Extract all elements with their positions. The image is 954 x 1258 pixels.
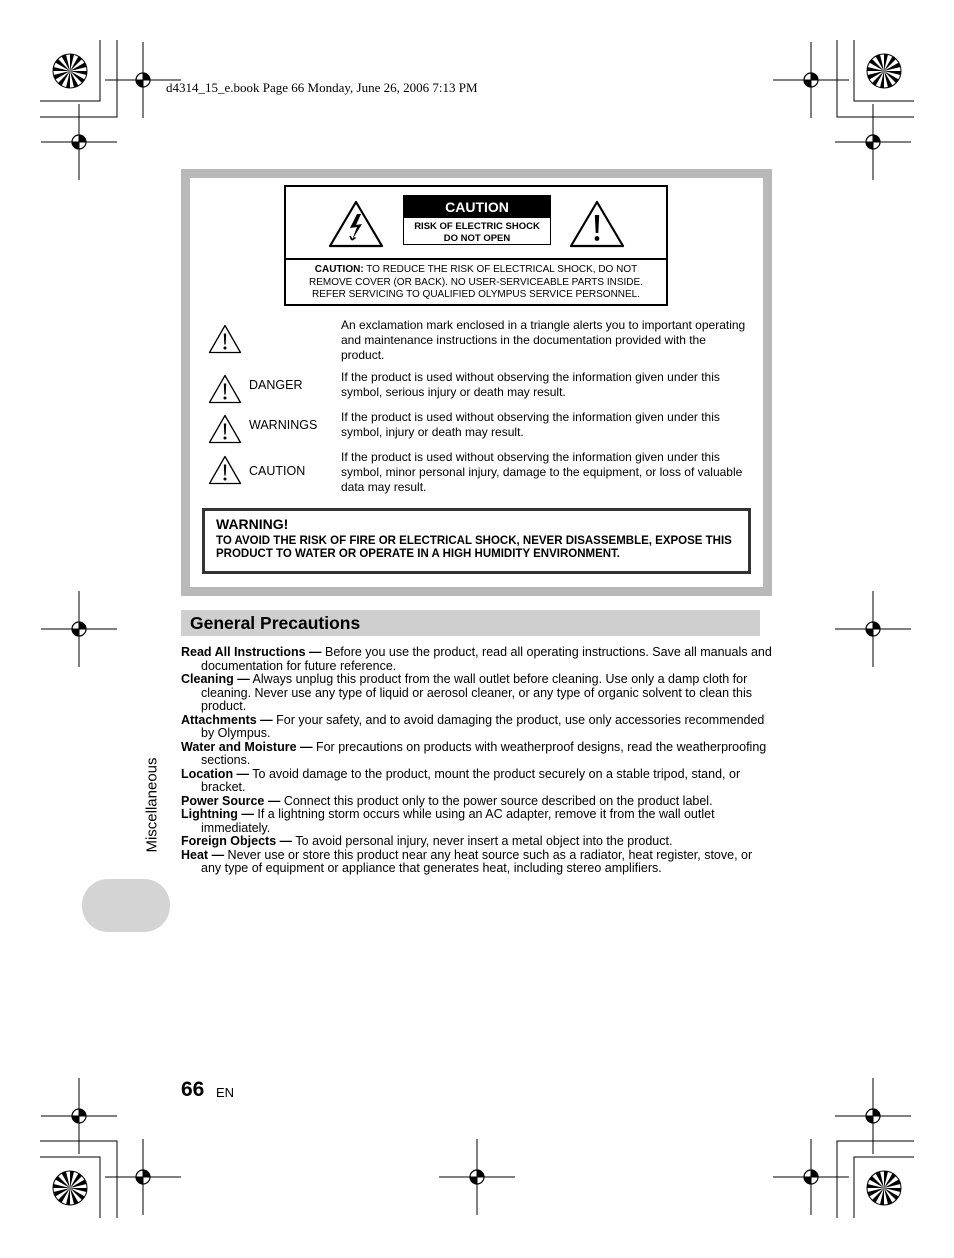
- precaution-term: Attachments —: [181, 712, 273, 727]
- page-language: EN: [216, 1085, 235, 1100]
- precaution-item: [181, 795, 773, 809]
- precaution-item: [181, 835, 773, 849]
- section-header: [181, 610, 760, 636]
- precaution-item: [181, 768, 773, 795]
- precaution-item: [181, 849, 773, 876]
- precautions-list: [181, 646, 773, 876]
- precaution-item: [181, 714, 773, 741]
- caution-label: [284, 185, 668, 306]
- print-header: d4314_15_e.book Page 66 Monday, June 26, 2006 7:13 PM: [166, 80, 478, 95]
- chapter-label: Miscellaneous: [143, 757, 161, 853]
- caution-subtitle-line1: RISK OF ELECTRIC SHOCK: [414, 221, 540, 232]
- precaution-text: For your safety, and to avoid damaging the product, use only accessories recommended by Olympus.: [201, 712, 765, 740]
- lightning-triangle-icon: [328, 200, 384, 248]
- precaution-text: To avoid damage to the product, mount the product securely on a stable tripod, stand, or bracket.: [201, 766, 741, 794]
- precaution-item: [181, 673, 773, 714]
- exclamation-triangle-icon: [208, 414, 242, 444]
- precaution-text: Connect this product only to the power source described on the product label.: [280, 793, 713, 808]
- page-number: 66: [181, 1078, 205, 1101]
- precaution-term: Foreign Objects —: [181, 834, 293, 848]
- warning-title: WARNING!: [216, 516, 289, 532]
- exclamation-triangle-icon: [208, 324, 242, 354]
- precaution-term: Lightning —: [181, 807, 254, 821]
- precaution-term: Cleaning —: [181, 672, 250, 686]
- precaution-item: [181, 741, 773, 768]
- symbol-description: An exclamation mark enclosed in a triangle alerts you to important operating and maintenance instructions in the documentation provided with the product.: [341, 318, 746, 362]
- caution-text: [292, 264, 660, 302]
- symbol-description: If the product is used without observing the information given under this symbol, minor personal injury, damage to the equipment, or loss of valuable data may result.: [341, 450, 743, 494]
- precaution-text: If a lightning storm occurs while using an AC adapter, remove it from the wall outlet immediately.: [201, 807, 715, 835]
- caution-text-lead: CAUTION:: [314, 264, 364, 275]
- caution-subtitle-line2: DO NOT OPEN: [443, 233, 511, 244]
- warning-text: TO AVOID THE RISK OF FIRE OR ELECTRICAL SHOCK, NEVER DISASSEMBLE, EXPOSE THIS PRODUCT TO WATER OR OPERATE IN A HIGH HUMIDITY ENVIRONMENT.: [216, 535, 732, 560]
- precaution-item: [181, 646, 773, 673]
- caution-header: [403, 195, 551, 245]
- precaution-text: To avoid personal injury, never insert a metal object into the product.: [292, 834, 673, 848]
- precaution-item: [181, 808, 773, 835]
- precaution-term: Water and Moisture —: [181, 739, 313, 754]
- precaution-text: Never use or store this product near any heat source such as a radiator, heat register, stove, or any type of equipment or appliance that generates heat, including stereo amplifiers.: [201, 847, 753, 875]
- precaution-text: Before you use the product, read all operating instructions. Save all manuals and documentation for future reference.: [201, 645, 772, 673]
- precaution-term: Power Source —: [181, 793, 281, 808]
- caution-divider: [286, 258, 666, 260]
- chapter-tab: [82, 879, 170, 932]
- caution-title: CAUTION: [404, 196, 550, 218]
- symbol-label: CAUTION: [249, 464, 306, 478]
- exclamation-triangle-icon: [569, 200, 625, 248]
- caution-text-body: TO REDUCE THE RISK OF ELECTRICAL SHOCK, DO NOT REMOVE COVER (OR BACK). NO USER-SERVICEABLE PARTS INSIDE. REFER SERVICING TO QUALIFIED OLYMPUS SERVICE PERSONNEL.: [309, 264, 643, 300]
- symbol-description: If the product is used without observing the information given under this symbol, injury or death may result.: [341, 410, 720, 439]
- symbol-description: If the product is used without observing the information given under this symbol, serious injury or death may result.: [341, 370, 720, 399]
- precaution-text: Always unplug this product from the wall outlet before cleaning. Use only a damp cloth for cleaning. Never use any type of liquid or aerosol cleaner, or any type of organic solvent to clean this product.: [201, 672, 753, 713]
- warning-box: [202, 508, 751, 574]
- exclamation-triangle-icon: [208, 374, 242, 404]
- precaution-term: Read All Instructions —: [181, 645, 322, 659]
- exclamation-triangle-icon: [208, 455, 242, 485]
- precaution-term: Location —: [181, 766, 250, 781]
- symbol-label: DANGER: [249, 378, 303, 392]
- symbol-label: WARNINGS: [249, 418, 318, 432]
- precaution-text: For precautions on products with weatherproof designs, read the weatherproofing sections.: [201, 739, 767, 767]
- precaution-term: Heat —: [181, 847, 225, 862]
- section-title: General Precautions: [190, 613, 361, 633]
